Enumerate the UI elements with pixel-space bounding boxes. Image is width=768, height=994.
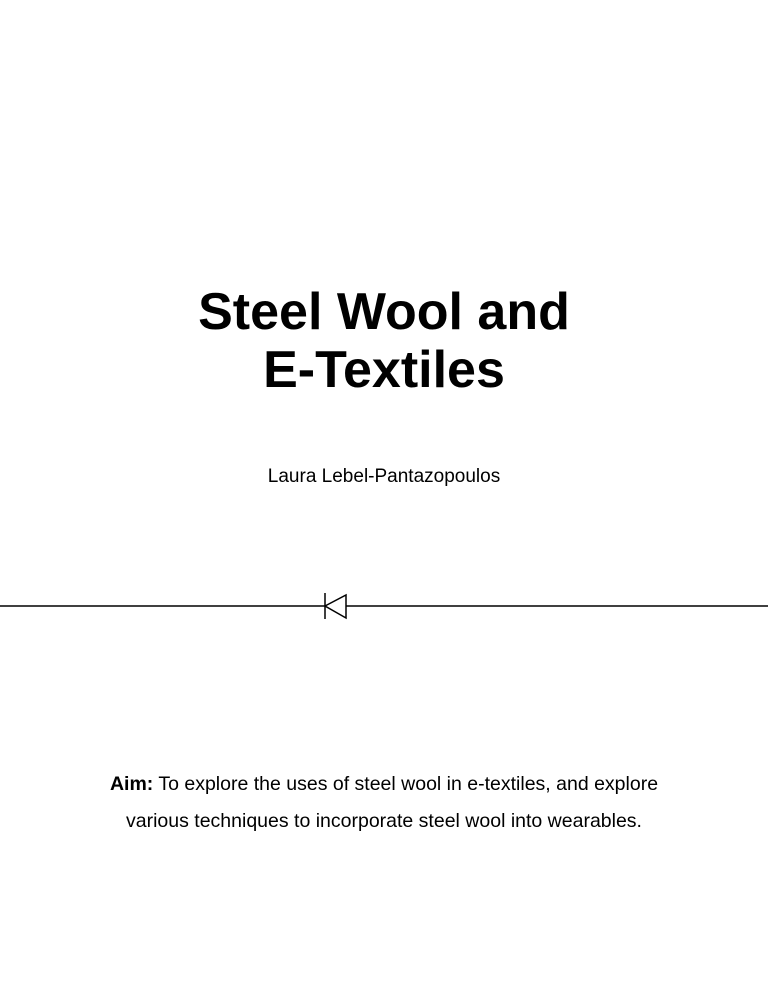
divider-line <box>0 590 768 622</box>
aim-paragraph <box>90 766 678 840</box>
diode-symbol-icon <box>325 593 346 619</box>
title-line-1: Steel Wool and <box>198 283 570 341</box>
page-title <box>0 283 768 399</box>
aim-label: Aim: <box>109 773 154 795</box>
title-line-2: E-Textiles <box>263 341 505 399</box>
aim-text: To explore the uses of steel wool in e-textiles, and explore various techniques to incorporate steel wool into wearables. <box>126 773 659 832</box>
author-name: Laura Lebel-Pantazopoulos <box>267 466 501 487</box>
